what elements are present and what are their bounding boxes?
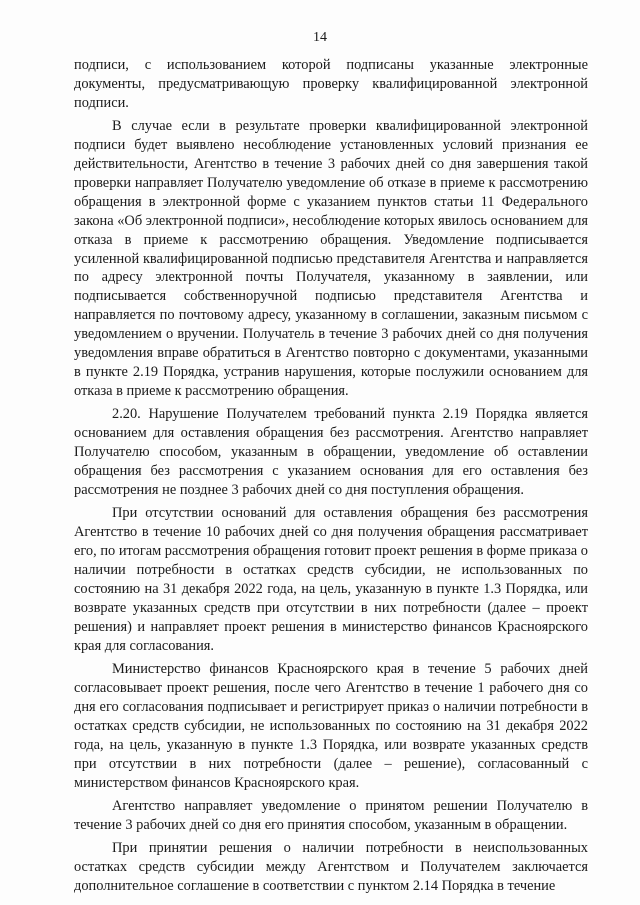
paragraph: Министерство финансов Красноярского края в течение 5 рабочих дней согласовывает проект решения, после чего Агентство в течение 1 рабочего дня со дня его согласования подписывает и регистрирует приказ о наличии потребности в остатках средств субсидии, не использованных по состоянию на 31 декабря 2022 года, на цель, указанную в пункте 1.3 Порядка, или возврате указанных средств при отсутствии в них потребности (далее – решение), согласованный с министерством финансов Красноярского края. [74, 661, 588, 791]
paragraph: При принятии решения о наличии потребности в неиспользованных остатках средств субсидии между Агентством и Получателем заключается дополнительное соглашение в соответствии с пунктом 2.14 Порядка в течение [74, 840, 588, 895]
paragraph: подписи, с использованием которой подписаны указанные электронные документы, предусматривающую проверку квалифицированной электронной подписи. [74, 57, 588, 111]
document-body [74, 56, 588, 900]
paragraph: Агентство направляет уведомление о принятом решении Получателю в течение 3 рабочих дней со дня его принятия способом, указанным в обращении. [74, 797, 588, 833]
paragraph: 2.20. Нарушение Получателем требований пункта 2.19 Порядка является основанием для оставления обращения без рассмотрения. Агентство направляет Получателю способом, указанным в обращении, уведомление об оставлении обращения без рассмотрения с указанием основания для его оставления без рассмотрения не позднее 3 рабочих дней со дня поступления обращения. [74, 406, 588, 498]
page-number: 14 [313, 30, 327, 45]
paragraph: В случае если в результате проверки квалифицированной электронной подписи будет выявлено несоблюдение установленных условий признания ее действительности, Агентство в течение 3 рабочих дней со дня завершения такой проверки направляет Получателю уведомление об отказе в приеме к рассмотрению обращения в электронной форме с указанием пунктов статьи 11 Федерального закона «Об электронной подписи», несоблюдение которых явилось основанием для отказа в приеме к рассмотрению обращения. Уведомление подписывается усиленной квалифицированной подписью представителя Агентства и направляется по адресу электронной почты Получателя, указанному в заявлении, или подписывается собственноручной подписью представителя Агентства и направляется по почтовому адресу, указанному в соглашении, заказным письмом с уведомлением о вручении. Получатель в течение 3 рабочих дней со дня получения уведомления вправе обратиться в Агентство повторно с документами, указанными в пункте 2.19 Порядка, устранив нарушения, которые послужили основанием для отказа в приеме к рассмотрению обращения. [74, 118, 588, 399]
paragraph: При отсутствии оснований для оставления обращения без рассмотрения Агентство в течение 10 рабочих дней со дня получения обращения рассматривает его, по итогам рассмотрения обращения готовит проект решения в форме приказа о наличии потребности в остатках средств субсидии, не использованных по состоянию на 31 декабря 2022 года, на цель, указанную в пункте 1.3 Порядка, или возврате указанных средств при отсутствии в них потребности (далее – проект решения) и направляет проект решения в министерство финансов Красноярского края для согласования. [74, 505, 588, 654]
